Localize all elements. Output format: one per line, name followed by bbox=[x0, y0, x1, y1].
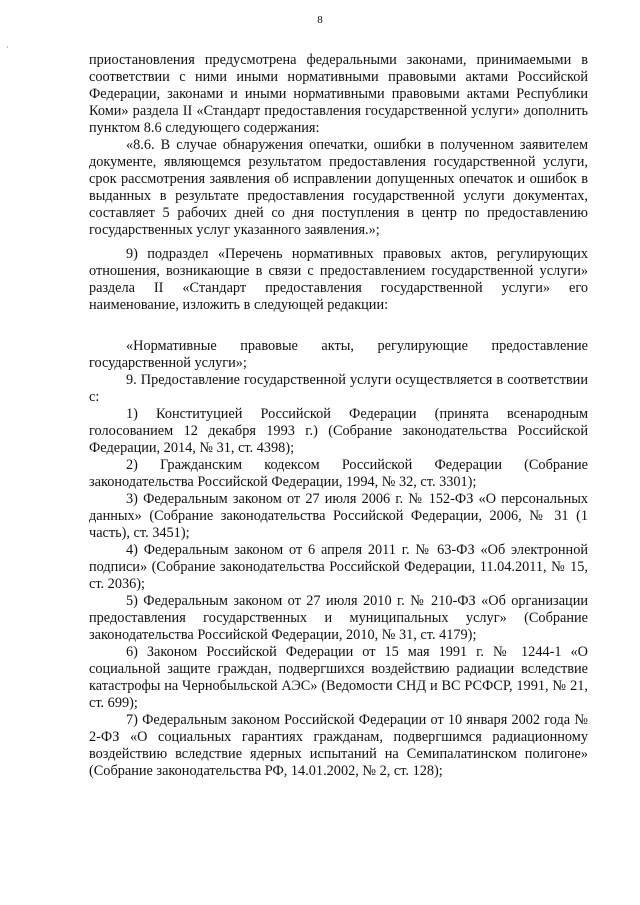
list-item-public-services-law: 5) Федеральным законом от 27 июля 2010 г. № 210-ФЗ «Об организации предоставления государственных и муниципальных услуг» (Собрание законодательства Российской Федерации, 2010, № 31, ст. 4179); bbox=[89, 593, 588, 643]
paragraph-item-9-subsection: 9) подраздел «Перечень нормативных правовых актов, регулирующих отношения, возникающие в связи с предоставлением государственной услуги» раздела II «Стандарт предоставления государственной услуги» его наименование, изложить в следующей редакции: bbox=[89, 246, 588, 313]
paragraph-new-heading: «Нормативные правовые акты, регулирующие предоставление государственной услуги»; bbox=[89, 338, 588, 371]
list-item-civil-code: 2) Гражданским кодексом Российской Федерации (Собрание законодательства Российской Федерации, 1994, № 32, ст. 3301); bbox=[89, 457, 588, 490]
paragraph-clause-9: 9. Предоставление государственной услуги осуществляется в соответствии с: bbox=[89, 372, 588, 405]
list-item-chernobyl-law: 6) Законом Российской Федерации от 15 мая 1991 г. № 1244-1 «О социальной защите граждан, подвергшихся воздействию радиации вследствие катастрофы на Чернобыльской АЭС» (Ведомости СНД и ВС РСФСР, 1991, № 21, ст. 699); bbox=[89, 644, 588, 711]
list-item-e-signature-law: 4) Федеральным законом от 6 апреля 2011 г. № 63-ФЗ «Об электронной подписи» (Собрание законодательства Российской Федерации, 11.04.2011, № 15, ст. 2036); bbox=[89, 542, 588, 592]
page-number: 8 bbox=[317, 14, 323, 26]
list-item-constitution: 1) Конституцией Российской Федерации (принята всенародным голосованием 12 декабря 1993 г.) (Собрание законодательства Российской Федерации, 2014, № 31, ст. 4398); bbox=[89, 406, 588, 456]
list-item-personal-data-law: 3) Федеральным законом от 27 июля 2006 г. № 152-ФЗ «О персональных данных» (Собрание законодательства Российской Федерации, 2006, № 31 (1 часть), ст. 3451); bbox=[89, 491, 588, 541]
document-body bbox=[89, 52, 588, 780]
paragraph-continuation: приостановления предусмотрена федеральными законами, принимаемыми в соответствии с ними иными нормативными правовыми актами Российской Федерации, законами и иными нормативными правовыми актами Республики Коми» раздела II «Стандарт предоставления государственной услуги» дополнить пунктом 8.6 следующего содержания: bbox=[89, 52, 588, 136]
paragraph-clause-8-6: «8.6. В случае обнаружения опечатки, ошибки в полученном заявителем документе, являющемся результатом предоставления государственной услуги, срок рассмотрения заявления об исправлении допущенных опечаток и ошибок в выданных в результате предоставления государственной услуги документах, составляет 5 рабочих дней со дня поступления в центр по предоставлению государственных услуг указанного заявления.»; bbox=[89, 137, 588, 238]
spacer bbox=[89, 239, 588, 246]
spacer bbox=[89, 314, 588, 338]
list-item-semipalatinsk-law: 7) Федеральным законом Российской Федерации от 10 января 2002 года № 2-ФЗ «О социальных гарантиях гражданам, подвергшимся радиационному воздействию вследствие ядерных испытаний на Семипалатинском полигоне» (Собрание законодательства РФ, 14.01.2002, № 2, ст. 128); bbox=[89, 712, 588, 779]
scan-edge-mark: · bbox=[6, 42, 9, 52]
